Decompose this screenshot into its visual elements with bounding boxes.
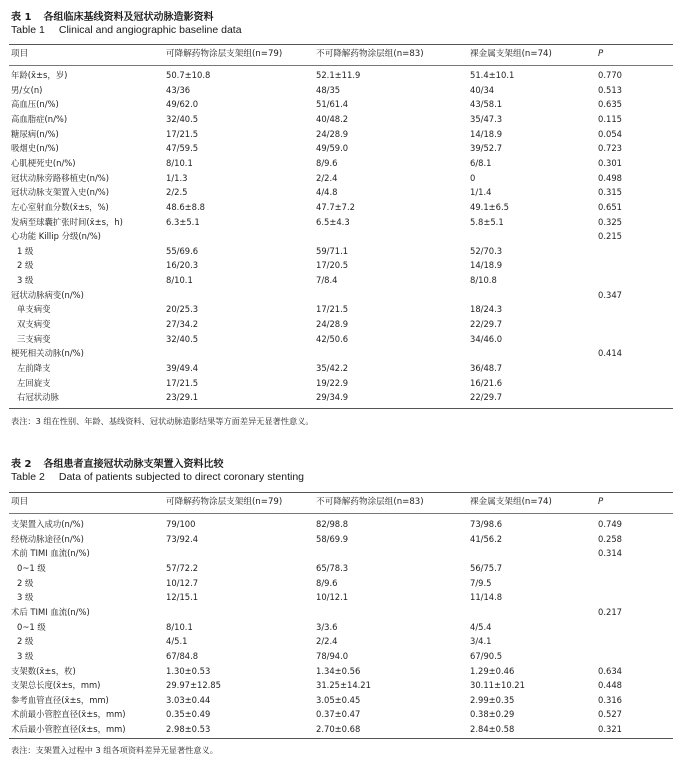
cell-group1: 2/2.5 (166, 187, 188, 198)
cell-group2: 8/9.6 (316, 157, 338, 168)
cell-p: 0.498 (598, 172, 622, 183)
table1-header-item: 项目 (11, 49, 29, 59)
table2-top-rule (9, 492, 673, 493)
cell-group1: 43/36 (166, 84, 191, 95)
table-row (0, 376, 684, 390)
cell-p: 0.054 (598, 128, 622, 139)
table1-caption-en: Table 1 Clinical and angiographic baseline data (11, 24, 242, 36)
cell-group1: 2.98±0.53 (166, 724, 211, 735)
table-row (0, 649, 684, 663)
cell-group3: 52/70.3 (470, 245, 503, 256)
cell-p: 0.448 (598, 680, 622, 691)
cell-group1: 23/29.1 (166, 392, 199, 403)
cell-item: 0~1 级 (17, 562, 46, 573)
cell-group3: 22/29.7 (470, 392, 503, 403)
cell-item: 1 级 (17, 245, 34, 256)
cell-group2: 51/61.4 (316, 99, 349, 110)
cell-item: 发病至球囊扩张时间(x̄±s，h) (11, 216, 123, 227)
cell-group1: 0.35±0.49 (166, 709, 211, 720)
cell-p: 0.513 (598, 84, 622, 95)
cell-group1: 48.6±8.8 (166, 201, 205, 212)
cell-group3: 16/21.6 (470, 377, 503, 388)
cell-group3: 3/4.1 (470, 636, 492, 647)
table2-header-p: P (598, 497, 604, 507)
table1-header-row (0, 47, 684, 61)
cell-group2: 47.7±7.2 (316, 201, 355, 212)
cell-group1: 8/10.1 (166, 157, 193, 168)
cell-group1: 67/84.8 (166, 650, 199, 661)
cell-item: 2 级 (17, 577, 34, 588)
cell-item: 左前降支 (17, 363, 51, 373)
table-row (0, 317, 684, 331)
cell-p: 0.651 (598, 201, 622, 212)
table1-header-group2: 不可降解药物涂层组(n=83) (316, 49, 424, 59)
cell-item: 吸烟史(n/%) (11, 143, 59, 154)
cell-p: 0.215 (598, 231, 622, 242)
cell-group2: 35/42.2 (316, 363, 349, 373)
cell-item: 0~1 级 (17, 621, 46, 632)
table2-header-rule (9, 513, 673, 514)
cell-p: 0.301 (598, 157, 622, 168)
table-row (0, 546, 684, 560)
cell-p: 0.115 (598, 113, 622, 124)
cell-group2: 29/34.9 (316, 392, 349, 403)
cell-group1: 6.3±5.1 (166, 216, 200, 227)
cell-item: 术前最小管腔直径(x̄±s，mm) (11, 709, 126, 720)
cell-item: 右冠状动脉 (17, 392, 59, 403)
cell-item: 术后 TIMI 血流(n/%) (11, 606, 90, 617)
cell-item: 糖尿病(n/%) (11, 128, 59, 139)
cell-group1: 29.97±12.85 (166, 680, 221, 691)
table-row (0, 707, 684, 721)
cell-item: 冠状动脉旁路移植史(n/%) (11, 172, 109, 183)
cell-group2: 42/50.6 (316, 333, 349, 344)
cell-group3: 49.1±6.5 (470, 201, 509, 212)
cell-p: 0.321 (598, 724, 622, 735)
cell-group3: 8/10.8 (470, 275, 497, 286)
cell-group3: 30.11±10.21 (470, 680, 525, 691)
cell-group2: 0.37±0.47 (316, 709, 361, 720)
cell-group3: 34/46.0 (470, 333, 503, 344)
cell-group3: 14/18.9 (470, 260, 503, 271)
cell-item: 梗死相关动脉(n/%) (11, 348, 84, 359)
cell-group1: 8/10.1 (166, 621, 193, 632)
cell-p: 0.770 (598, 70, 622, 80)
cell-p: 0.314 (598, 548, 622, 559)
table-row (0, 258, 684, 272)
cell-group3: 51.4±10.1 (470, 70, 515, 80)
cell-group2: 49/59.0 (316, 143, 349, 154)
cell-group2: 65/78.3 (316, 562, 349, 573)
cell-group2: 17/20.5 (316, 260, 349, 271)
cell-group2: 78/94.0 (316, 650, 349, 661)
cell-group3: 6/8.1 (470, 157, 492, 168)
cell-group2: 3/3.6 (316, 621, 338, 632)
table-row (0, 664, 684, 678)
cell-group3: 35/47.3 (470, 113, 503, 124)
cell-item: 支架总长度(x̄±s，mm) (11, 680, 101, 691)
table-row (0, 141, 684, 155)
table-row (0, 185, 684, 199)
table-row (0, 561, 684, 575)
cell-item: 左回旋支 (17, 377, 51, 388)
cell-p: 0.325 (598, 216, 622, 227)
table-row (0, 273, 684, 287)
cell-group3: 4/5.4 (470, 621, 492, 632)
cell-item: 年龄(x̄±s，岁) (11, 70, 68, 80)
cell-group2: 82/98.8 (316, 519, 349, 529)
cell-item: 术前 TIMI 血流(n/%) (11, 548, 90, 559)
cell-group2: 24/28.9 (316, 128, 349, 139)
table2-header-item: 项目 (11, 497, 29, 507)
cell-item: 3 级 (17, 275, 34, 286)
cell-item: 左心室射血分数(x̄±s，%) (11, 201, 109, 212)
cell-group2: 3.05±0.45 (316, 694, 361, 705)
cell-group2: 59/71.1 (316, 245, 349, 256)
cell-group1: 12/15.1 (166, 592, 199, 603)
cell-group2: 4/4.8 (316, 187, 338, 198)
cell-group3: 5.8±5.1 (470, 216, 504, 227)
cell-group1: 20/25.3 (166, 304, 199, 315)
table1-header-rule (9, 65, 673, 66)
table-row (0, 200, 684, 214)
table2-bottom-rule (9, 738, 673, 739)
table-row (0, 83, 684, 97)
cell-group2: 17/21.5 (316, 304, 349, 315)
cell-group3: 56/75.7 (470, 562, 503, 573)
table-row (0, 517, 684, 531)
cell-item: 心功能 Killip 分级(n/%) (11, 231, 101, 242)
cell-item: 高血脂症(n/%) (11, 113, 68, 124)
cell-group2: 24/28.9 (316, 319, 349, 330)
cell-group3: 1/1.4 (470, 187, 492, 198)
table2-caption-en: Table 2 Data of patients subjected to direct coronary stenting (11, 471, 304, 483)
cell-group1: 17/21.5 (166, 128, 199, 139)
cell-group3: 40/34 (470, 84, 495, 95)
table2-header-row (0, 495, 684, 509)
cell-p: 0.723 (598, 143, 622, 154)
table-row (0, 302, 684, 316)
table1-bottom-rule (9, 408, 673, 409)
cell-group3: 18/24.3 (470, 304, 503, 315)
table-row (0, 68, 684, 82)
cell-group2: 58/69.9 (316, 533, 349, 544)
cell-group3: 36/48.7 (470, 363, 503, 373)
cell-group1: 57/72.2 (166, 562, 199, 573)
cell-group3: 0 (470, 172, 476, 183)
cell-group1: 3.03±0.44 (166, 694, 211, 705)
cell-p: 0.258 (598, 533, 622, 544)
cell-group2: 7/8.4 (316, 275, 338, 286)
table-row (0, 346, 684, 360)
table-row (0, 590, 684, 604)
cell-group1: 4/5.1 (166, 636, 188, 647)
cell-item: 支架数(x̄±s，枚) (11, 665, 76, 676)
cell-group3: 43/58.1 (470, 99, 503, 110)
cell-group3: 22/29.7 (470, 319, 503, 330)
cell-item: 经桡动脉途径(n/%) (11, 533, 84, 544)
table-row (0, 605, 684, 619)
cell-p: 0.316 (598, 694, 622, 705)
cell-item: 支架置入成功(n/%) (11, 519, 84, 529)
table-row (0, 634, 684, 648)
cell-group1: 50.7±10.8 (166, 70, 211, 80)
table-row (0, 112, 684, 126)
cell-group1: 1/1.3 (166, 172, 188, 183)
cell-group1: 10/12.7 (166, 577, 199, 588)
table-row (0, 97, 684, 111)
cell-group3: 11/14.8 (470, 592, 503, 603)
cell-group1: 27/34.2 (166, 319, 199, 330)
cell-item: 术后最小管腔直径(x̄±s，mm) (11, 724, 126, 735)
table-row (0, 620, 684, 634)
cell-group2: 10/12.1 (316, 592, 349, 603)
table1-caption-cn: 表 1 各组临床基线资料及冠状动脉造影资料 (11, 12, 214, 23)
cell-p: 0.635 (598, 99, 622, 110)
table2-header-group2: 不可降解药物涂层组(n=83) (316, 497, 424, 507)
table1-header-group1: 可降解药物涂层支架组(n=79) (166, 49, 283, 59)
cell-group2: 19/22.9 (316, 377, 349, 388)
table2-header-group3: 裸金属支架组(n=74) (470, 497, 552, 507)
cell-group2: 1.34±0.56 (316, 665, 361, 676)
cell-item: 高血压(n/%) (11, 99, 59, 110)
cell-group3: 7/9.5 (470, 577, 492, 588)
cell-group3: 2.99±0.35 (470, 694, 515, 705)
table1-top-rule (9, 44, 673, 45)
table-row (0, 244, 684, 258)
cell-group3: 41/56.2 (470, 533, 503, 544)
cell-group2: 31.25±14.21 (316, 680, 371, 691)
table-row (0, 361, 684, 375)
cell-group1: 47/59.5 (166, 143, 199, 154)
cell-group1: 16/20.3 (166, 260, 199, 271)
cell-group1: 49/62.0 (166, 99, 199, 110)
cell-item: 2 级 (17, 636, 34, 647)
cell-item: 冠状动脉支架置入史(n/%) (11, 187, 109, 198)
cell-group3: 73/98.6 (470, 519, 503, 529)
table-row (0, 332, 684, 346)
cell-group2: 48/35 (316, 84, 341, 95)
table-row (0, 678, 684, 692)
cell-item: 三支病变 (17, 333, 51, 344)
cell-group1: 32/40.5 (166, 113, 199, 124)
cell-p: 0.347 (598, 289, 622, 300)
table1-header-p: P (598, 49, 604, 59)
cell-group3: 2.84±0.58 (470, 724, 515, 735)
cell-group2: 2/2.4 (316, 636, 338, 647)
cell-group1: 79/100 (166, 519, 196, 529)
table2-header-group1: 可降解药物涂层支架组(n=79) (166, 497, 283, 507)
cell-group2: 2/2.4 (316, 172, 338, 183)
cell-item: 3 级 (17, 592, 34, 603)
table-row (0, 390, 684, 404)
cell-group2: 2.70±0.68 (316, 724, 361, 735)
table1-header-group3: 裸金属支架组(n=74) (470, 49, 552, 59)
table1-note: 表注：3 组在性别、年龄、基线资料、冠状动脉造影结果等方面差异无显著性意义。 (11, 416, 314, 426)
cell-group2: 6.5±4.3 (316, 216, 350, 227)
cell-group3: 67/90.5 (470, 650, 503, 661)
cell-p: 0.749 (598, 519, 622, 529)
cell-item: 冠状动脉病变(n/%) (11, 289, 84, 300)
table-row (0, 722, 684, 736)
cell-group3: 14/18.9 (470, 128, 503, 139)
cell-group2: 52.1±11.9 (316, 70, 361, 80)
cell-item: 参考血管直径(x̄±s，mm) (11, 694, 109, 705)
cell-group1: 32/40.5 (166, 333, 199, 344)
table-row (0, 127, 684, 141)
cell-group2: 40/48.2 (316, 113, 349, 124)
cell-group1: 17/21.5 (166, 377, 199, 388)
cell-group3: 39/52.7 (470, 143, 503, 154)
cell-item: 2 级 (17, 260, 34, 271)
cell-group2: 8/9.6 (316, 577, 338, 588)
cell-group3: 0.38±0.29 (470, 709, 515, 720)
cell-item: 心肌梗死史(n/%) (11, 157, 76, 168)
cell-item: 男/女(n) (11, 84, 43, 95)
cell-group1: 39/49.4 (166, 363, 199, 373)
table-row (0, 171, 684, 185)
table-row (0, 215, 684, 229)
cell-item: 3 级 (17, 650, 34, 661)
cell-p: 0.217 (598, 606, 622, 617)
table2-note: 表注：支架置入过程中 3 组各项资料差异无显著性意义。 (11, 745, 218, 755)
table2-caption-cn: 表 2 各组患者直接冠状动脉支架置入资料比较 (11, 459, 224, 470)
table-row (0, 288, 684, 302)
cell-p: 0.414 (598, 348, 622, 359)
cell-item: 单支病变 (17, 304, 51, 315)
table-row (0, 229, 684, 243)
cell-group1: 1.30±0.53 (166, 665, 211, 676)
table-row (0, 156, 684, 170)
table-row (0, 693, 684, 707)
cell-group1: 73/92.4 (166, 533, 199, 544)
cell-group3: 1.29±0.46 (470, 665, 515, 676)
cell-p: 0.527 (598, 709, 622, 720)
cell-item: 双支病变 (17, 319, 51, 330)
cell-group1: 55/69.6 (166, 245, 199, 256)
cell-p: 0.315 (598, 187, 622, 198)
table-row (0, 532, 684, 546)
cell-p: 0.634 (598, 665, 622, 676)
table-row (0, 576, 684, 590)
cell-group1: 8/10.1 (166, 275, 193, 286)
